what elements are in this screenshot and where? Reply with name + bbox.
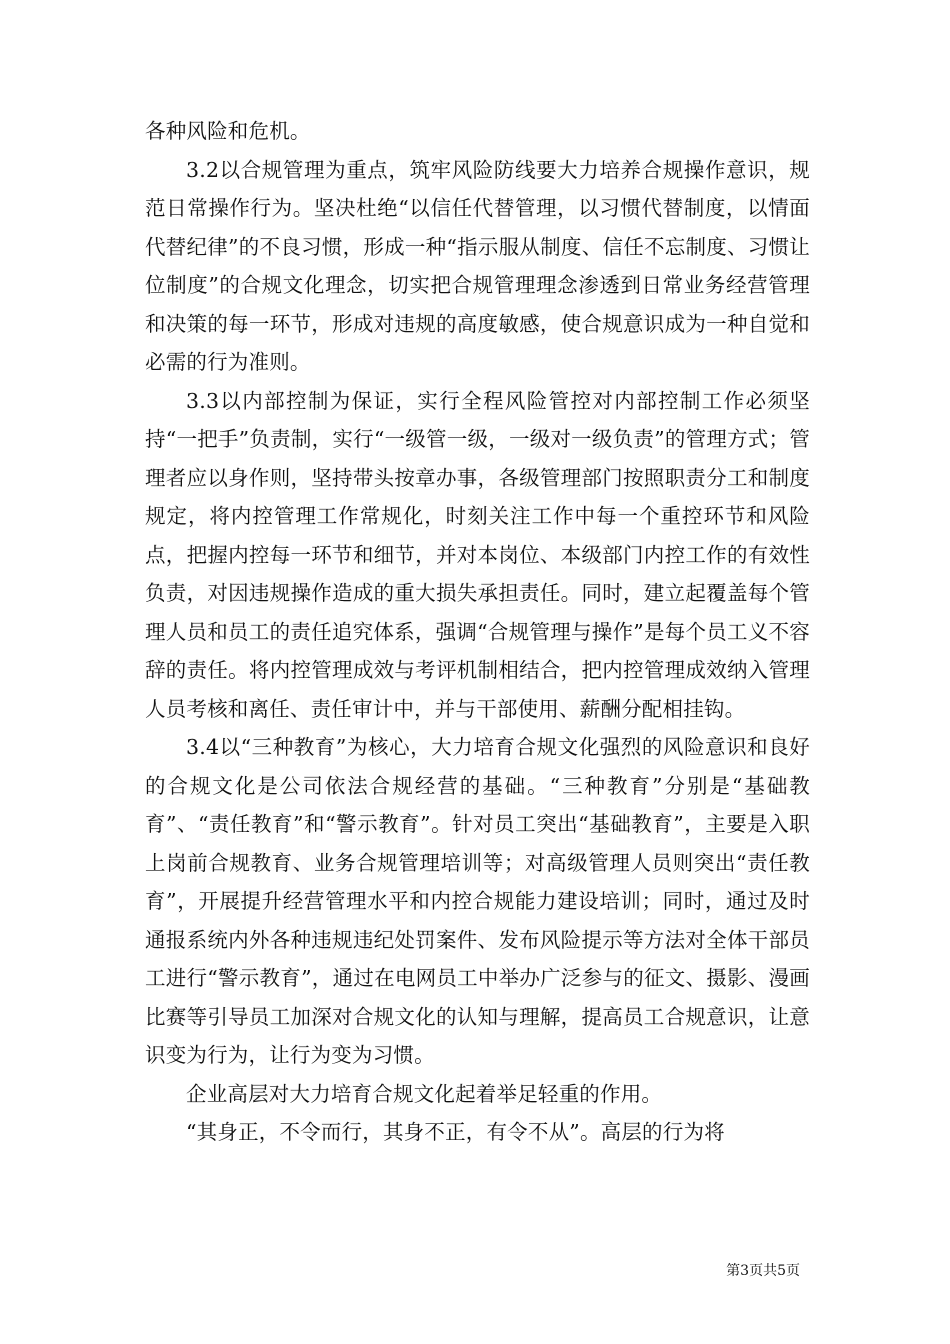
paragraph-5: 企业高层对大力培育合规文化起着举足轻重的作用。 (186, 1081, 663, 1106)
page-number-footer: 第3页共5页 (726, 1263, 800, 1279)
paragraph-6: “其身正，不令而行，其身不正，有令不从”。高层的行为将 (186, 1120, 725, 1144)
paragraph-3: 3.3以内部控制为保证，实行全程风险管控对内部控制工作必须坚持“一把手”负责制，实行“一级管一级，一级对一级负责”的管理方式；管理者应以身作则，坚持带头按章办事，各级管理部门按照职责分工和制度规定，将内控管理工作常规化，时刻关注工作中每一个重控环节和风险点，把握内控每一环节和细节，并对本岗位、本级部门内控工作的有效性负责，对因违规操作造成的重大损失承担责任。同时，建立起覆盖每个管理人员和员工的责任追究体系，强调“合规管理与操作”是每个员工义不容辞的责任。将内控管理成效与考评机制相结合，把内控管理成效纳入管理人员考核和离任、责任审计中，并与干部使用、薪酬分配相挂钩。 (145, 388, 810, 721)
paragraph-2: 3.2以合规管理为重点，筑牢风险防线要大力培养合规操作意识，规范日常操作行为。坚决杜绝“以信任代替管理，以习惯代替制度，以情面代替纪律”的不良习惯，形成一种“指示服从制度、信任不忘制度、习惯让位制度”的合规文化理念，切实把合规管理理念渗透到日常业务经营管理和决策的每一环节，形成对违规的高度敏感，使合规意识成为一种自觉和必需的行为准则。 (145, 157, 810, 374)
paragraph-4: 3.4以“三种教育”为核心，大力培育合规文化强烈的风险意识和良好的合规文化是公司依法合规经营的基础。“三种教育”分别是“基础教育”、“责任教育”和“警示教育”。针对员工突出“基础教育”，主要是入职上岗前合规教育、业务合规管理培训等；对高级管理人员则突出“责任教育”，开展提升经营管理水平和内控合规能力建设培训；同时，通过及时通报系统内外各种违规违纪处罚案件、发布风险提示等方法对全体干部员工进行“警示教育”，通过在电网员工中举办广泛参与的征文、摄影、漫画比赛等引导员工加深对合规文化的认知与理解，提高员工合规意识，让意识变为行为，让行为变为习惯。 (145, 735, 810, 1067)
paragraph-1: 各种风险和危机。 (145, 119, 311, 143)
document-body (145, 112, 810, 1152)
